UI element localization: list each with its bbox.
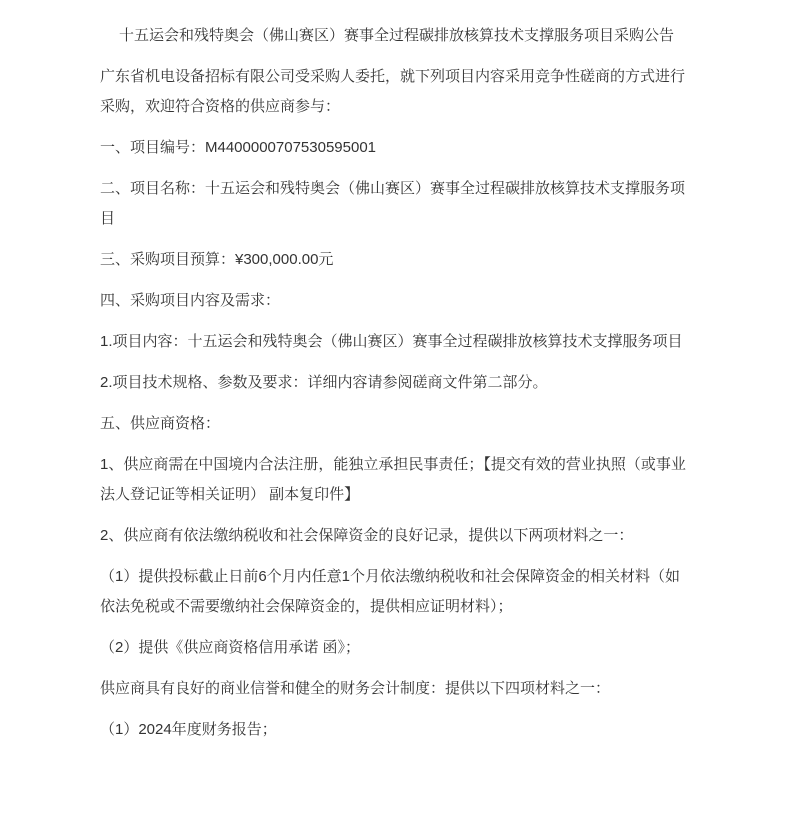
material-1-2024-financial-report: （1）2024年度财务报告； <box>100 721 277 738</box>
qualification-1-legal-registration: 1、供应商需在中国境内合法注册，能独立承担民事责任；【提交有效的营业执照（或事业法人登记证等相关证明） 副本复印件】 <box>100 456 686 503</box>
material-1-tax-payment-proof: （1）提供投标截止日前6个月内任意1个月依法缴纳税收和社会保障资金的相关材料（如依法免税或不需要缴纳社会保障资金的，提供相应证明材料）； <box>100 568 681 615</box>
sub-2-technical-specs: 2.项目技术规格、参数及要求：详细内容请参阅磋商文件第二部分。 <box>100 374 548 391</box>
document-title: 十五运会和残特奥会（佛山赛区）赛事全过程碳排放核算技术支撑服务项目采购公告 <box>118 27 674 44</box>
section-3-project-budget: 三、采购项目预算：¥300,000.00元 <box>100 251 334 268</box>
material-2-credit-commitment-letter: （2）提供《供应商资格信用承诺 函》； <box>100 639 361 656</box>
section-5-supplier-qualification: 五、供应商资格： <box>100 415 221 432</box>
sub-1-project-content: 1.项目内容：十五运会和残特奥会（佛山赛区）赛事全过程碳排放核算技术支撑服务项目 <box>100 333 683 350</box>
section-1-project-number: 一、项目编号：M4400000707530595001 <box>100 139 376 156</box>
section-4-content-and-requirements: 四、采购项目内容及需求： <box>100 292 281 309</box>
paragraph-intro: 广东省机电设备招标有限公司受采购人委托，就下列项目内容采用竞争性磋商的方式进行采购，欢迎符合资格的供应商参与： <box>100 68 686 115</box>
qualification-2-tax-social-security-record: 2、供应商有依法缴纳税收和社会保障资金的良好记录，提供以下两项材料之一： <box>100 527 634 544</box>
qualification-financial-system: 供应商具有良好的商业信誉和健全的财务会计制度：提供以下四项材料之一： <box>100 680 611 697</box>
section-2-project-name: 二、项目名称：十五运会和残特奥会（佛山赛区）赛事全过程碳排放核算技术支撑服务项目 <box>100 180 686 227</box>
